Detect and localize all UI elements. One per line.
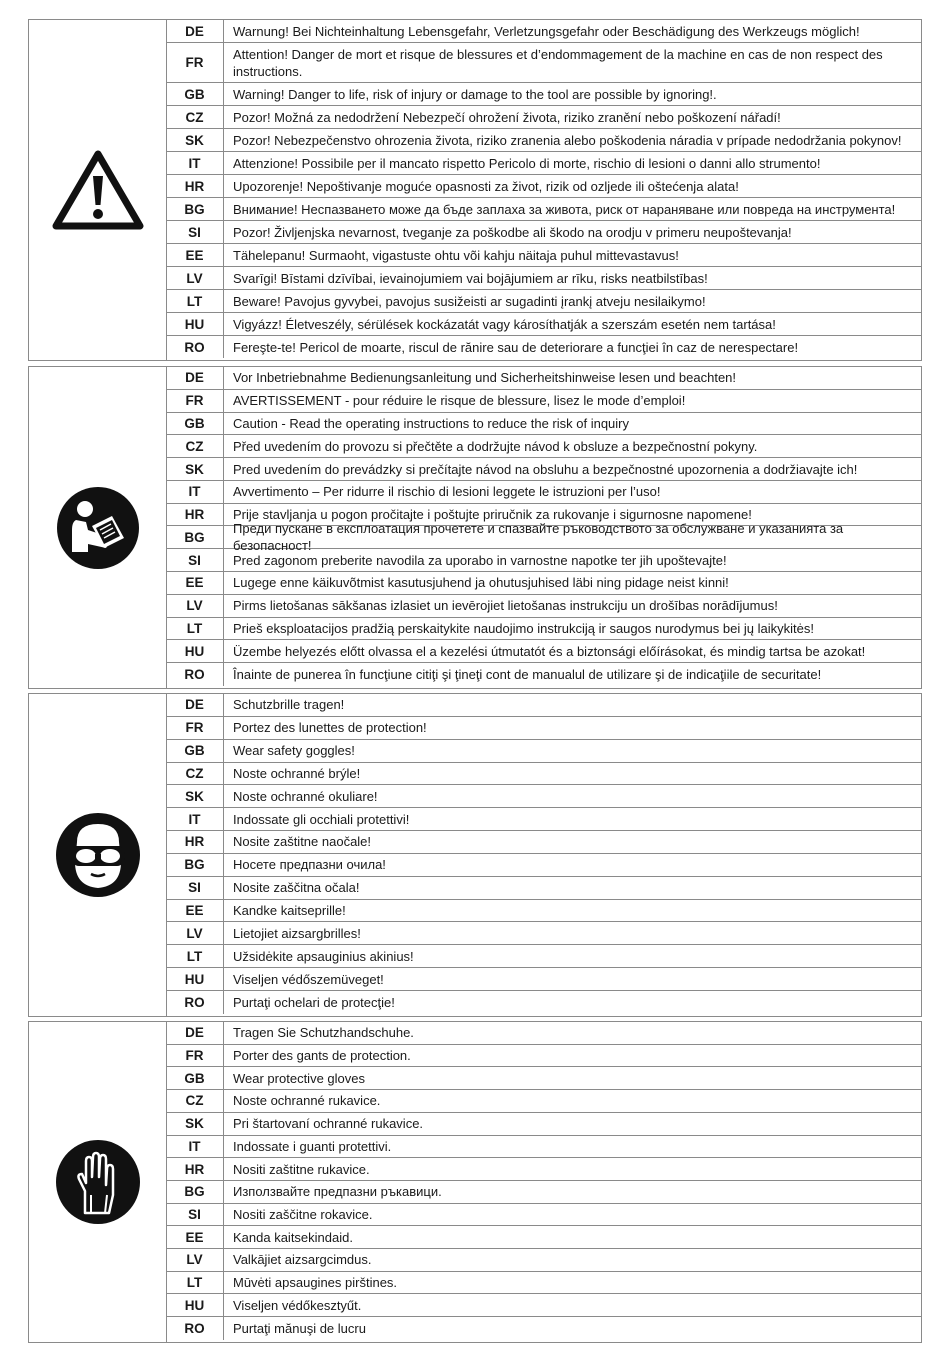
instruction-text: Pirms lietošanas sākšanas izlasiet un ievērojiet lietošanas instrukciju un drošības norādījumus! — [233, 598, 778, 614]
table-row — [166, 1158, 921, 1181]
language-code: IT — [166, 481, 224, 503]
table-row — [166, 968, 921, 991]
instruction-text: Pozor! Nebezpečenstvo ohrozenia života, riziko zranenia alebo poškodenia náradia v prípade nedodržania pokynov! — [233, 132, 902, 148]
language-code: CZ — [166, 106, 224, 128]
table-row — [166, 129, 921, 152]
language-code: BG — [166, 526, 224, 548]
instruction-text: Indossate gli occhiali protettivi! — [233, 811, 410, 827]
instruction-text: Attention! Danger de mort et risque de blessures et d’endommagement de la machine en cas de non respect des instructions. — [233, 46, 883, 79]
language-code: DE — [166, 20, 224, 42]
instruction-text: Pred uvedením do prevádzky si prečítajte návod na obsluhu a bezpečnostné upozornenia a dodržiavajte ich! — [233, 461, 858, 477]
language-code: IT — [166, 1136, 224, 1158]
table-row — [166, 313, 921, 336]
table-row — [166, 922, 921, 945]
language-code: DE — [166, 694, 224, 716]
instruction-text: Noste ochranné brýle! — [233, 765, 361, 781]
instruction-text: Portez des lunettes de protection! — [233, 720, 427, 736]
language-code: CZ — [166, 435, 224, 457]
table-row — [166, 694, 921, 717]
gloves-section — [28, 1021, 922, 1343]
table-row — [166, 1022, 921, 1045]
instruction-text: Kanda kaitsekindaid. — [233, 1229, 353, 1245]
table-row — [166, 1090, 921, 1113]
table-row — [166, 390, 921, 413]
language-code: FR — [166, 1045, 224, 1067]
language-code: CZ — [166, 763, 224, 785]
instruction-text: Nosite zaščitna očala! — [233, 880, 360, 896]
language-code: EE — [166, 1226, 224, 1248]
instruction-text: Užsidėkite apsauginius akinius! — [233, 948, 414, 964]
table-row — [166, 367, 921, 390]
language-code: HR — [166, 831, 224, 853]
instruction-text: Използвайте предпазни ръкавици. — [233, 1184, 442, 1200]
table-row — [166, 1226, 921, 1249]
language-code: GB — [166, 1067, 224, 1089]
table-row — [166, 413, 921, 436]
table-row — [166, 900, 921, 923]
table-row — [166, 1272, 921, 1295]
instruction-text: Caution - Read the operating instructions to reduce the risk of inquiry — [233, 415, 629, 431]
instruction-text: Avvertimento – Per ridurre il rischio di lesioni leggete le istruzioni per l’uso! — [233, 484, 661, 500]
instruction-text: Vigyázz! Életveszély, sérülések kockázatát vagy károsíthatják a szerszám esetén nem tartása! — [233, 316, 776, 332]
language-code: RO — [166, 991, 224, 1014]
language-code: SK — [166, 458, 224, 480]
warning-section — [28, 19, 922, 361]
language-code: LV — [166, 595, 224, 617]
instruction-text: Tragen Sie Schutzhandschuhe. — [233, 1025, 414, 1041]
language-code: HR — [166, 1158, 224, 1180]
instruction-text: Prieš eksploatacijos pradžią perskaitykite naudojimo instrukciją ir saugos nurodymus bei jų laikykitės! — [233, 620, 814, 636]
gloves-rows — [166, 1022, 921, 1342]
table-row — [166, 43, 921, 83]
safety-goggles-icon — [55, 812, 141, 898]
language-code: SI — [166, 549, 224, 571]
table-row — [166, 221, 921, 244]
table-row — [166, 1045, 921, 1068]
instruction-text: Noste ochranné rukavice. — [233, 1093, 381, 1109]
instruction-text: Viseljen védőszemüveget! — [233, 971, 384, 987]
instruction-text: Mūvėti apsaugines pirštines. — [233, 1275, 398, 1291]
instruction-text: Svarīgi! Bīstami dzīvībai, ievainojumiem vai bojājumiem ar rīku, risks neatbilstības! — [233, 270, 708, 286]
warning-triangle-icon — [52, 149, 144, 231]
table-row — [166, 991, 921, 1014]
instruction-text: Nositi zaštitne rukavice. — [233, 1161, 370, 1177]
read-manual-icon-cell — [29, 367, 167, 688]
table-row — [166, 20, 921, 43]
table-row — [166, 785, 921, 808]
instruction-text: Noste ochranné okuliare! — [233, 788, 378, 804]
instruction-text: Fereşte-te! Pericol de moarte, riscul de rănire sau de deteriorare a funcţiei în caz de nerespectare! — [233, 339, 799, 355]
language-code: LT — [166, 1272, 224, 1294]
instruction-text: Nosite zaštitne naočale! — [233, 834, 372, 850]
language-code: HR — [166, 175, 224, 197]
language-code: DE — [166, 1022, 224, 1044]
language-code: BG — [166, 198, 224, 220]
language-code: LT — [166, 945, 224, 967]
table-row — [166, 435, 921, 458]
instruction-text: Indossate i guanti protettivi. — [233, 1138, 392, 1154]
instruction-text: Внимание! Неспазването може да бъде заплаха за живота, риск от нараняване или повреда на инструмента! — [233, 201, 896, 217]
language-code: SI — [166, 877, 224, 899]
table-row — [166, 945, 921, 968]
protective-gloves-icon — [55, 1139, 141, 1225]
warning-rows — [166, 20, 921, 360]
instruction-text: Purtaţi ochelari de protecţie! — [233, 994, 395, 1010]
language-code: LV — [166, 267, 224, 289]
language-code: FR — [166, 390, 224, 412]
instruction-text: Porter des gants de protection. — [233, 1048, 411, 1064]
instruction-text: Upozorenje! Nepoštivanje moguće opasnosti za život, rizik od ozljede ili oštećenja alata! — [233, 178, 739, 194]
language-code: LT — [166, 290, 224, 312]
table-row — [166, 336, 921, 358]
table-row — [166, 854, 921, 877]
read-manual-icon — [56, 486, 140, 570]
table-row — [166, 152, 921, 175]
table-row — [166, 1067, 921, 1090]
table-row — [166, 175, 921, 198]
instruction-text: Wear protective gloves — [233, 1070, 365, 1086]
language-code: HR — [166, 504, 224, 526]
language-code: BG — [166, 1181, 224, 1203]
table-row — [166, 1113, 921, 1136]
table-row — [166, 1249, 921, 1272]
instruction-text: Purtaţi mănuşi de lucru — [233, 1320, 366, 1336]
language-code: DE — [166, 367, 224, 389]
table-row — [166, 1294, 921, 1317]
table-row — [166, 1181, 921, 1204]
warning-icon-cell — [29, 20, 167, 360]
table-row — [166, 549, 921, 572]
language-code: RO — [166, 1317, 224, 1340]
instruction-text: Vor Inbetriebnahme Bedienungsanleitung und Sicherheitshinweise lesen und beachten! — [233, 370, 737, 386]
table-row — [166, 572, 921, 595]
language-code: BG — [166, 854, 224, 876]
table-row — [166, 595, 921, 618]
instruction-text: Lietojiet aizsargbrilles! — [233, 925, 361, 941]
instruction-text: Pozor! Življenjska nevarnost, tveganje za poškodbe ali škodo na orodju v primeru neupoštevanja! — [233, 224, 792, 240]
language-code: EE — [166, 572, 224, 594]
table-row — [166, 663, 921, 686]
table-row — [166, 717, 921, 740]
goggles-section — [28, 693, 922, 1017]
language-code: HU — [166, 640, 224, 662]
language-code: CZ — [166, 1090, 224, 1112]
language-code: HU — [166, 313, 224, 335]
language-code: SI — [166, 1204, 224, 1226]
table-row — [166, 618, 921, 641]
table-row — [166, 740, 921, 763]
instruction-text: Prije stavljanja u pogon pročitajte i poštujte priručnik za rukovanje i sigurnosne napomene! — [233, 507, 752, 523]
language-code: LV — [166, 1249, 224, 1271]
table-row — [166, 521, 921, 554]
instruction-text: Nositi zaščitne rokavice. — [233, 1206, 373, 1222]
table-row — [166, 1317, 921, 1340]
instruction-text: Pri štartovaní ochranné rukavice. — [233, 1116, 424, 1132]
table-row — [166, 831, 921, 854]
instruction-text: Pred zagonom preberite navodila za uporabo in varnostne napotke ter jih upoštevajte! — [233, 552, 727, 568]
instruction-text: Viseljen védőkesztyűt. — [233, 1297, 362, 1313]
instruction-text: Valkājiet aizsargcimdus. — [233, 1252, 372, 1268]
language-code: RO — [166, 336, 224, 358]
instruction-text: Beware! Pavojus gyvybei, pavojus susižeisti ar sugadinti įrankį atveju nesilaikymo! — [233, 293, 706, 309]
language-code: FR — [166, 717, 224, 739]
gloves-icon-cell — [29, 1022, 167, 1342]
instruction-text: Attenzione! Possibile per il mancato rispetto Pericolo di morte, rischio di lesioni o danni allo strumento! — [233, 155, 821, 171]
table-row — [166, 244, 921, 267]
goggles-rows — [166, 694, 921, 1016]
language-code: HU — [166, 1294, 224, 1316]
language-code: RO — [166, 663, 224, 686]
table-row — [166, 640, 921, 663]
language-code: GB — [166, 413, 224, 435]
goggles-icon-cell — [29, 694, 167, 1016]
language-code: FR — [166, 43, 224, 82]
read-manual-section — [28, 366, 922, 689]
language-code: SK — [166, 785, 224, 807]
instruction-text: Warnung! Bei Nichteinhaltung Lebensgefahr, Verletzungsgefahr oder Beschädigung des Werkzeugs möglich! — [233, 23, 860, 39]
table-row — [166, 106, 921, 129]
instruction-text: Kandke kaitseprille! — [233, 903, 346, 919]
table-row — [166, 198, 921, 221]
language-code: EE — [166, 244, 224, 266]
table-row — [166, 458, 921, 481]
instruction-text: Lugege enne käikuvõtmist kasutusjuhend ja ohutusjuhised läbi ning pidage neist kinni! — [233, 575, 729, 591]
instruction-text: Преди пускане в експлоатация прочетете и спазвайте ръководството за обслужване и указанията за безопасност! — [233, 521, 844, 554]
table-row — [166, 1204, 921, 1227]
language-code: GB — [166, 83, 224, 105]
language-code: SI — [166, 221, 224, 243]
table-row — [166, 763, 921, 786]
language-code: GB — [166, 740, 224, 762]
instruction-text: Před uvedením do provozu si přečtěte a dodržujte návod k obsluze a bezpečnostní pokyny. — [233, 438, 758, 454]
instruction-text: Schutzbrille tragen! — [233, 697, 345, 713]
instruction-text: Üzembe helyezés előtt olvassa el a kezelési útmutatót és a biztonsági előírásokat, és mindig tartsa be azokat! — [233, 643, 866, 659]
instruction-text: Tähelepanu! Surmaoht, vigastuste ohtu või kahju näitaja puhul mittevastavus! — [233, 247, 679, 263]
table-row — [166, 877, 921, 900]
language-code: HU — [166, 968, 224, 990]
instruction-text: Înainte de punerea în funcţiune citiţi şi ţineţi cont de manualul de utilizare şi de indicaţiile de securitate! — [233, 667, 822, 683]
instruction-text: Warning! Danger to life, risk of injury or damage to the tool are possible by ignoring!. — [233, 86, 717, 102]
table-row — [166, 267, 921, 290]
read-manual-rows — [166, 367, 921, 688]
instruction-text: Носете предпазни очила! — [233, 857, 386, 873]
instruction-text: Pozor! Možná za nedodržení Nebezpečí ohrožení života, riziko zranění nebo poškození nářadí! — [233, 109, 781, 125]
language-code: SK — [166, 129, 224, 151]
table-row — [166, 481, 921, 504]
table-row — [166, 83, 921, 106]
table-row — [166, 1136, 921, 1159]
language-code: LV — [166, 922, 224, 944]
instruction-text: AVERTISSEMENT - pour réduire le risque de blessure, lisez le mode d’emploi! — [233, 393, 686, 409]
language-code: IT — [166, 152, 224, 174]
language-code: SK — [166, 1113, 224, 1135]
instruction-text: Wear safety goggles! — [233, 743, 355, 759]
language-code: IT — [166, 808, 224, 830]
table-row — [166, 808, 921, 831]
language-code: EE — [166, 900, 224, 922]
table-row — [166, 290, 921, 313]
language-code: LT — [166, 618, 224, 640]
